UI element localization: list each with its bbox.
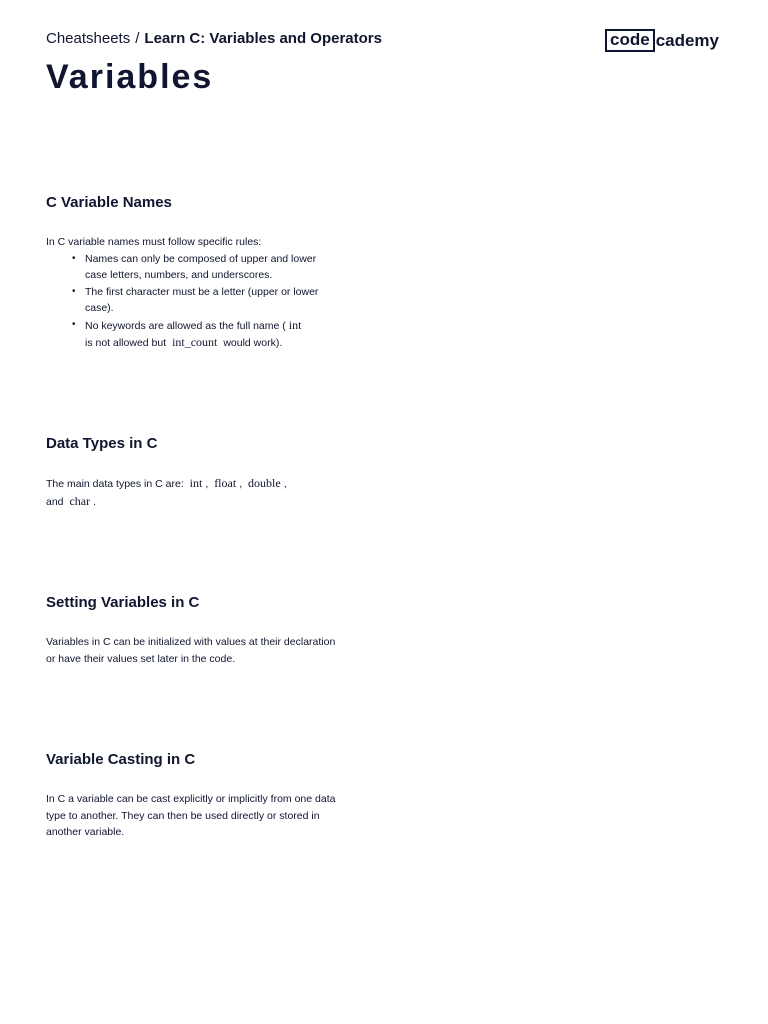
breadcrumb xyxy=(46,29,382,49)
code-double: double xyxy=(248,476,281,490)
breadcrumb-separator: / xyxy=(135,30,140,47)
list-item: • Names can only be composed of upper and lower case letters, numbers, and underscores. xyxy=(46,251,336,284)
section-data-types xyxy=(46,434,336,510)
codecademy-logo[interactable] xyxy=(605,29,719,52)
section-intro: In C variable names must follow specific rules: xyxy=(46,236,262,248)
section-body xyxy=(46,234,336,352)
comma: , xyxy=(239,478,243,490)
section-setting-variables xyxy=(46,593,336,667)
section-paragraph: Variables in C can be initialized with values at their declaration or have their values set later in the code. xyxy=(46,636,336,665)
comma: , xyxy=(283,478,287,490)
section-heading: C Variable Names xyxy=(46,194,172,211)
section-body xyxy=(46,791,336,841)
breadcrumb-current-page: Learn C: Variables and Operators xyxy=(144,30,382,47)
comma: , xyxy=(205,478,209,490)
code-int: int xyxy=(288,317,302,332)
page-title: Variables xyxy=(46,58,214,96)
section-c-variable-names xyxy=(46,193,336,352)
section-paragraph: In C a variable can be cast explicitly or implicitly from one data type to another. They can then be used directly or stored in another variable. xyxy=(46,793,336,838)
period: . xyxy=(93,495,97,508)
section-body xyxy=(46,475,336,510)
code-int: int xyxy=(189,476,203,490)
section-body xyxy=(46,634,336,667)
logo-code-box: code xyxy=(605,29,655,52)
section-paragraph xyxy=(46,475,336,510)
list-item xyxy=(46,317,336,352)
section-heading: Variable Casting in C xyxy=(46,751,196,768)
section-heading: Data Types in C xyxy=(46,435,158,452)
logo-cademy-text: cademy xyxy=(655,31,720,50)
breadcrumb-link-cheatsheets[interactable]: Cheatsheets xyxy=(46,30,131,47)
code-char: char xyxy=(69,493,91,508)
text-fragment: and xyxy=(46,495,64,508)
text-fragment: is not allowed but xyxy=(85,337,167,349)
code-float: float xyxy=(214,476,237,490)
rules-list xyxy=(46,251,336,352)
section-heading: Setting Variables in C xyxy=(46,594,200,611)
text-fragment: No keywords are allowed as the full name ( xyxy=(85,319,286,332)
code-int-count: int_count xyxy=(172,335,218,349)
section-variable-casting xyxy=(46,750,336,841)
text-fragment: would work). xyxy=(223,337,283,349)
text-fragment: The main data types in C are: xyxy=(46,478,184,490)
list-item: • The first character must be a letter (upper or lower case). xyxy=(46,284,336,317)
